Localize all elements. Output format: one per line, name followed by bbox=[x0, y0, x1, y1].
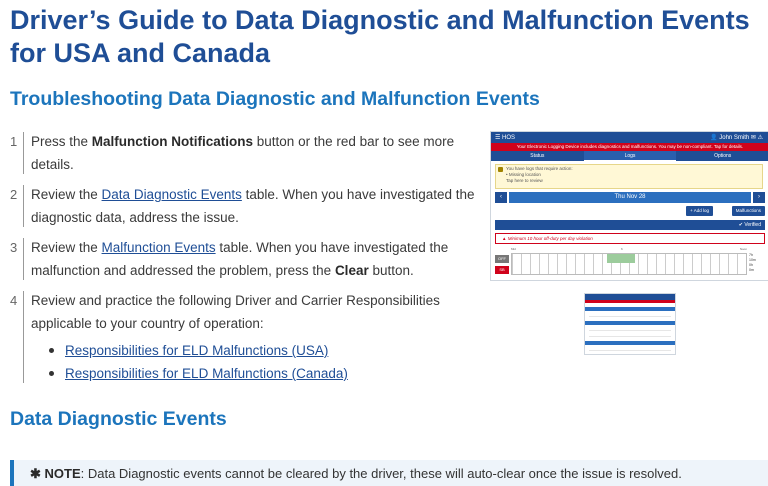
step-1 bbox=[0, 130, 484, 176]
step-bold-text: Clear bbox=[334, 263, 369, 278]
app-screenshot bbox=[490, 131, 768, 281]
step-divider bbox=[23, 238, 24, 280]
usa-responsibilities-link[interactable]: Responsibilities for ELD Malfunctions (USA) bbox=[65, 343, 329, 358]
app-tabs bbox=[491, 151, 768, 161]
data-diagnostic-events-link[interactable]: Data Diagnostic Events bbox=[101, 187, 242, 202]
date-label: Thu Nov 28 bbox=[509, 192, 751, 203]
app-name: ☰ HOS bbox=[495, 135, 516, 141]
step-divider bbox=[23, 185, 24, 227]
malfunction-events-link[interactable]: Malfunction Events bbox=[101, 240, 216, 255]
tab-options[interactable]: Options bbox=[714, 153, 732, 159]
mini-section-header bbox=[585, 307, 675, 311]
tab-status[interactable]: Status bbox=[530, 153, 545, 159]
log-actions bbox=[495, 206, 765, 218]
section-title: Troubleshooting Data Diagnostic and Malfunction Events bbox=[10, 88, 540, 110]
next-day-button[interactable]: › bbox=[753, 192, 765, 203]
app-header bbox=[491, 132, 768, 143]
prev-day-button[interactable]: ‹ bbox=[495, 192, 507, 203]
step-text: table. When you have investigated the diagnostic data, address the issue. bbox=[31, 187, 475, 225]
step-text: table. When you have investigated the malfunction and addressed the problem, press the bbox=[31, 240, 449, 278]
step-text: Review the bbox=[31, 240, 102, 255]
sleeper-label: SB bbox=[495, 266, 509, 274]
step-2 bbox=[0, 183, 484, 229]
duty-totals bbox=[749, 253, 765, 273]
note-body: : Data Diagnostic events cannot be cleared by the driver, these will auto-clear once the issue is resolved. bbox=[80, 466, 682, 481]
steps-list bbox=[0, 130, 484, 392]
date-nav bbox=[495, 192, 765, 203]
malfunctions-button[interactable]: Malfunctions bbox=[732, 206, 765, 216]
step-number: 3 bbox=[10, 240, 18, 255]
total-value: 7h bbox=[749, 253, 753, 257]
list-item bbox=[49, 362, 484, 385]
step-text: button. bbox=[368, 263, 414, 278]
warning-line: You have logs that require action: bbox=[506, 166, 573, 171]
verified-label: Verified bbox=[744, 222, 761, 228]
data-diagnostic-heading: Data Diagnostic Events bbox=[10, 408, 227, 430]
responsibility-links bbox=[31, 339, 484, 385]
step-4 bbox=[0, 289, 484, 385]
user-name: 👤 John Smith ✉ ⚠ bbox=[710, 135, 763, 141]
warning-icon bbox=[498, 167, 503, 172]
hour-tick: Noon bbox=[739, 247, 747, 251]
mini-row bbox=[589, 332, 671, 337]
step-text: button or the red bar to see more details. bbox=[31, 134, 455, 172]
canada-responsibilities-link[interactable]: Responsibilities for ELD Malfunctions (Canada) bbox=[65, 366, 348, 381]
step-text: Press the bbox=[31, 134, 92, 149]
tab-logs[interactable]: Logs bbox=[584, 151, 677, 161]
step-bold-text: Malfunction Notifications bbox=[91, 134, 254, 149]
total-value: 10m bbox=[749, 258, 756, 262]
note-callout bbox=[10, 460, 768, 486]
page-title: Driver’s Guide to Data Diagnostic and Malfunction Events for USA and Canada bbox=[10, 5, 750, 68]
warning-line: • Missing location bbox=[506, 172, 541, 177]
add-log-button[interactable]: + Add log bbox=[686, 206, 713, 216]
step-divider bbox=[23, 291, 24, 383]
mini-section-header bbox=[585, 321, 675, 325]
note-text bbox=[30, 466, 682, 482]
mini-red-bar bbox=[585, 300, 675, 303]
list-item bbox=[49, 339, 484, 362]
step-number: 1 bbox=[10, 134, 18, 149]
step-text: Review and practice the following Driver and Carrier Responsibilities applicable to your country of operation: bbox=[31, 293, 440, 331]
violation-alert: ▲ Minimum 10 hour off-duty per day violation bbox=[495, 233, 765, 244]
malfunction-banner[interactable]: Your Electronic Logging Device includes diagnostics and malfunctions. You may be non-compliant. Tap for details. bbox=[491, 143, 768, 151]
step-number: 4 bbox=[10, 293, 18, 308]
step-3 bbox=[0, 236, 484, 282]
note-label: ✱ NOTE bbox=[30, 466, 81, 481]
total-value: 0m bbox=[749, 268, 754, 272]
on-duty-segment bbox=[607, 254, 635, 263]
malfunctions-screenshot bbox=[584, 293, 676, 355]
mini-section-header bbox=[585, 341, 675, 345]
mini-row bbox=[589, 346, 671, 351]
off-duty-label: OFF bbox=[495, 255, 509, 263]
logs-warning[interactable] bbox=[495, 164, 763, 189]
warning-line: Tap here to review bbox=[506, 178, 543, 183]
hour-tick: 6 bbox=[621, 247, 623, 251]
verified-bar: ✔ Verified bbox=[495, 220, 765, 230]
step-text: Review the bbox=[31, 187, 102, 202]
mini-row bbox=[589, 326, 671, 331]
mini-row bbox=[589, 312, 671, 317]
user-label: John Smith bbox=[719, 135, 750, 141]
hour-tick: Mid bbox=[511, 247, 516, 251]
total-value: 0h bbox=[749, 263, 753, 267]
duty-grid bbox=[495, 247, 765, 277]
step-number: 2 bbox=[10, 187, 18, 202]
violation-text: Minimum 10 hour off-duty per day violation bbox=[507, 236, 593, 241]
step-divider bbox=[23, 132, 24, 174]
app-title: HOS bbox=[502, 135, 516, 141]
